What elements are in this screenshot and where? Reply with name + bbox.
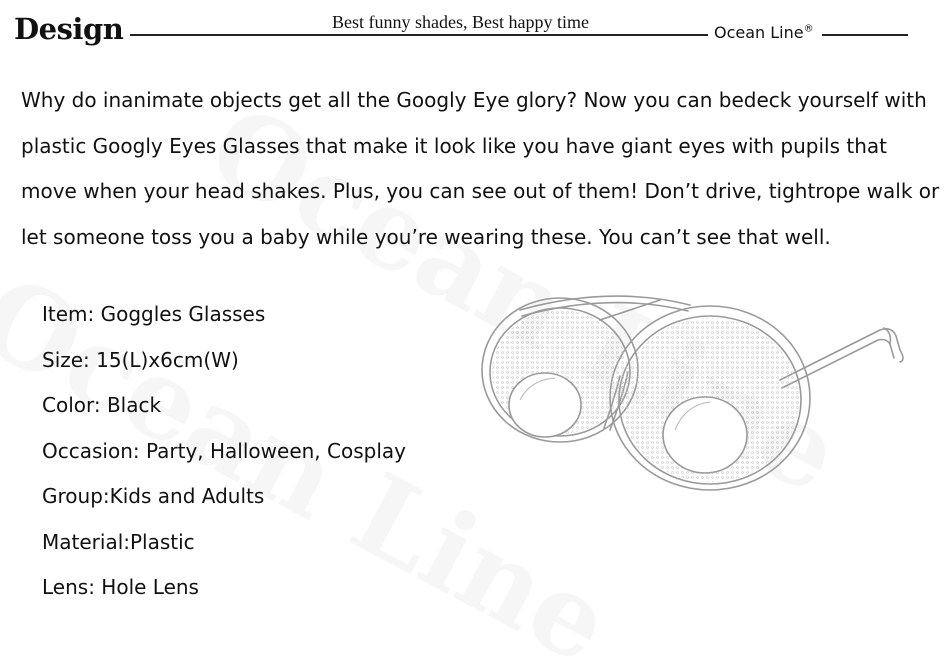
header (0, 0, 950, 60)
header-rule (822, 34, 908, 36)
spec-item: Material:Plastic (42, 529, 195, 554)
googly-glasses-image (460, 280, 930, 590)
brand-title: Design (14, 12, 124, 46)
header-rule (130, 34, 708, 36)
spec-item: Color: Black (42, 393, 162, 417)
spec-item: Group:Kids and Adults (42, 484, 265, 508)
spec-item: Lens: Hole Lens (42, 575, 199, 599)
registered-mark: ® (803, 23, 814, 35)
spec-item: Occasion: Party, Halloween, Cosplay (42, 438, 406, 463)
tagline: Best funny shades, Best happy time (332, 12, 589, 32)
company-name (712, 23, 818, 42)
spec-item: Item: Goggles Glasses (42, 302, 266, 326)
product-description: Why do inanimate objects get all the Googly Eye glory? Now you can bedeck yourself with plastic Googly Eyes Glasses that make it look like you have giant eyes with pupils that move when your head shakes. Plus, you can see out of them! Don’t drive, tightrope walk or let someone toss you a baby while you’re wearing these. You can’t see that well. (21, 88, 940, 249)
spec-item: Size: 15(L)x6cm(W) (42, 347, 239, 372)
spec-list (42, 292, 406, 611)
company-name-text: Ocean Line (714, 23, 804, 42)
